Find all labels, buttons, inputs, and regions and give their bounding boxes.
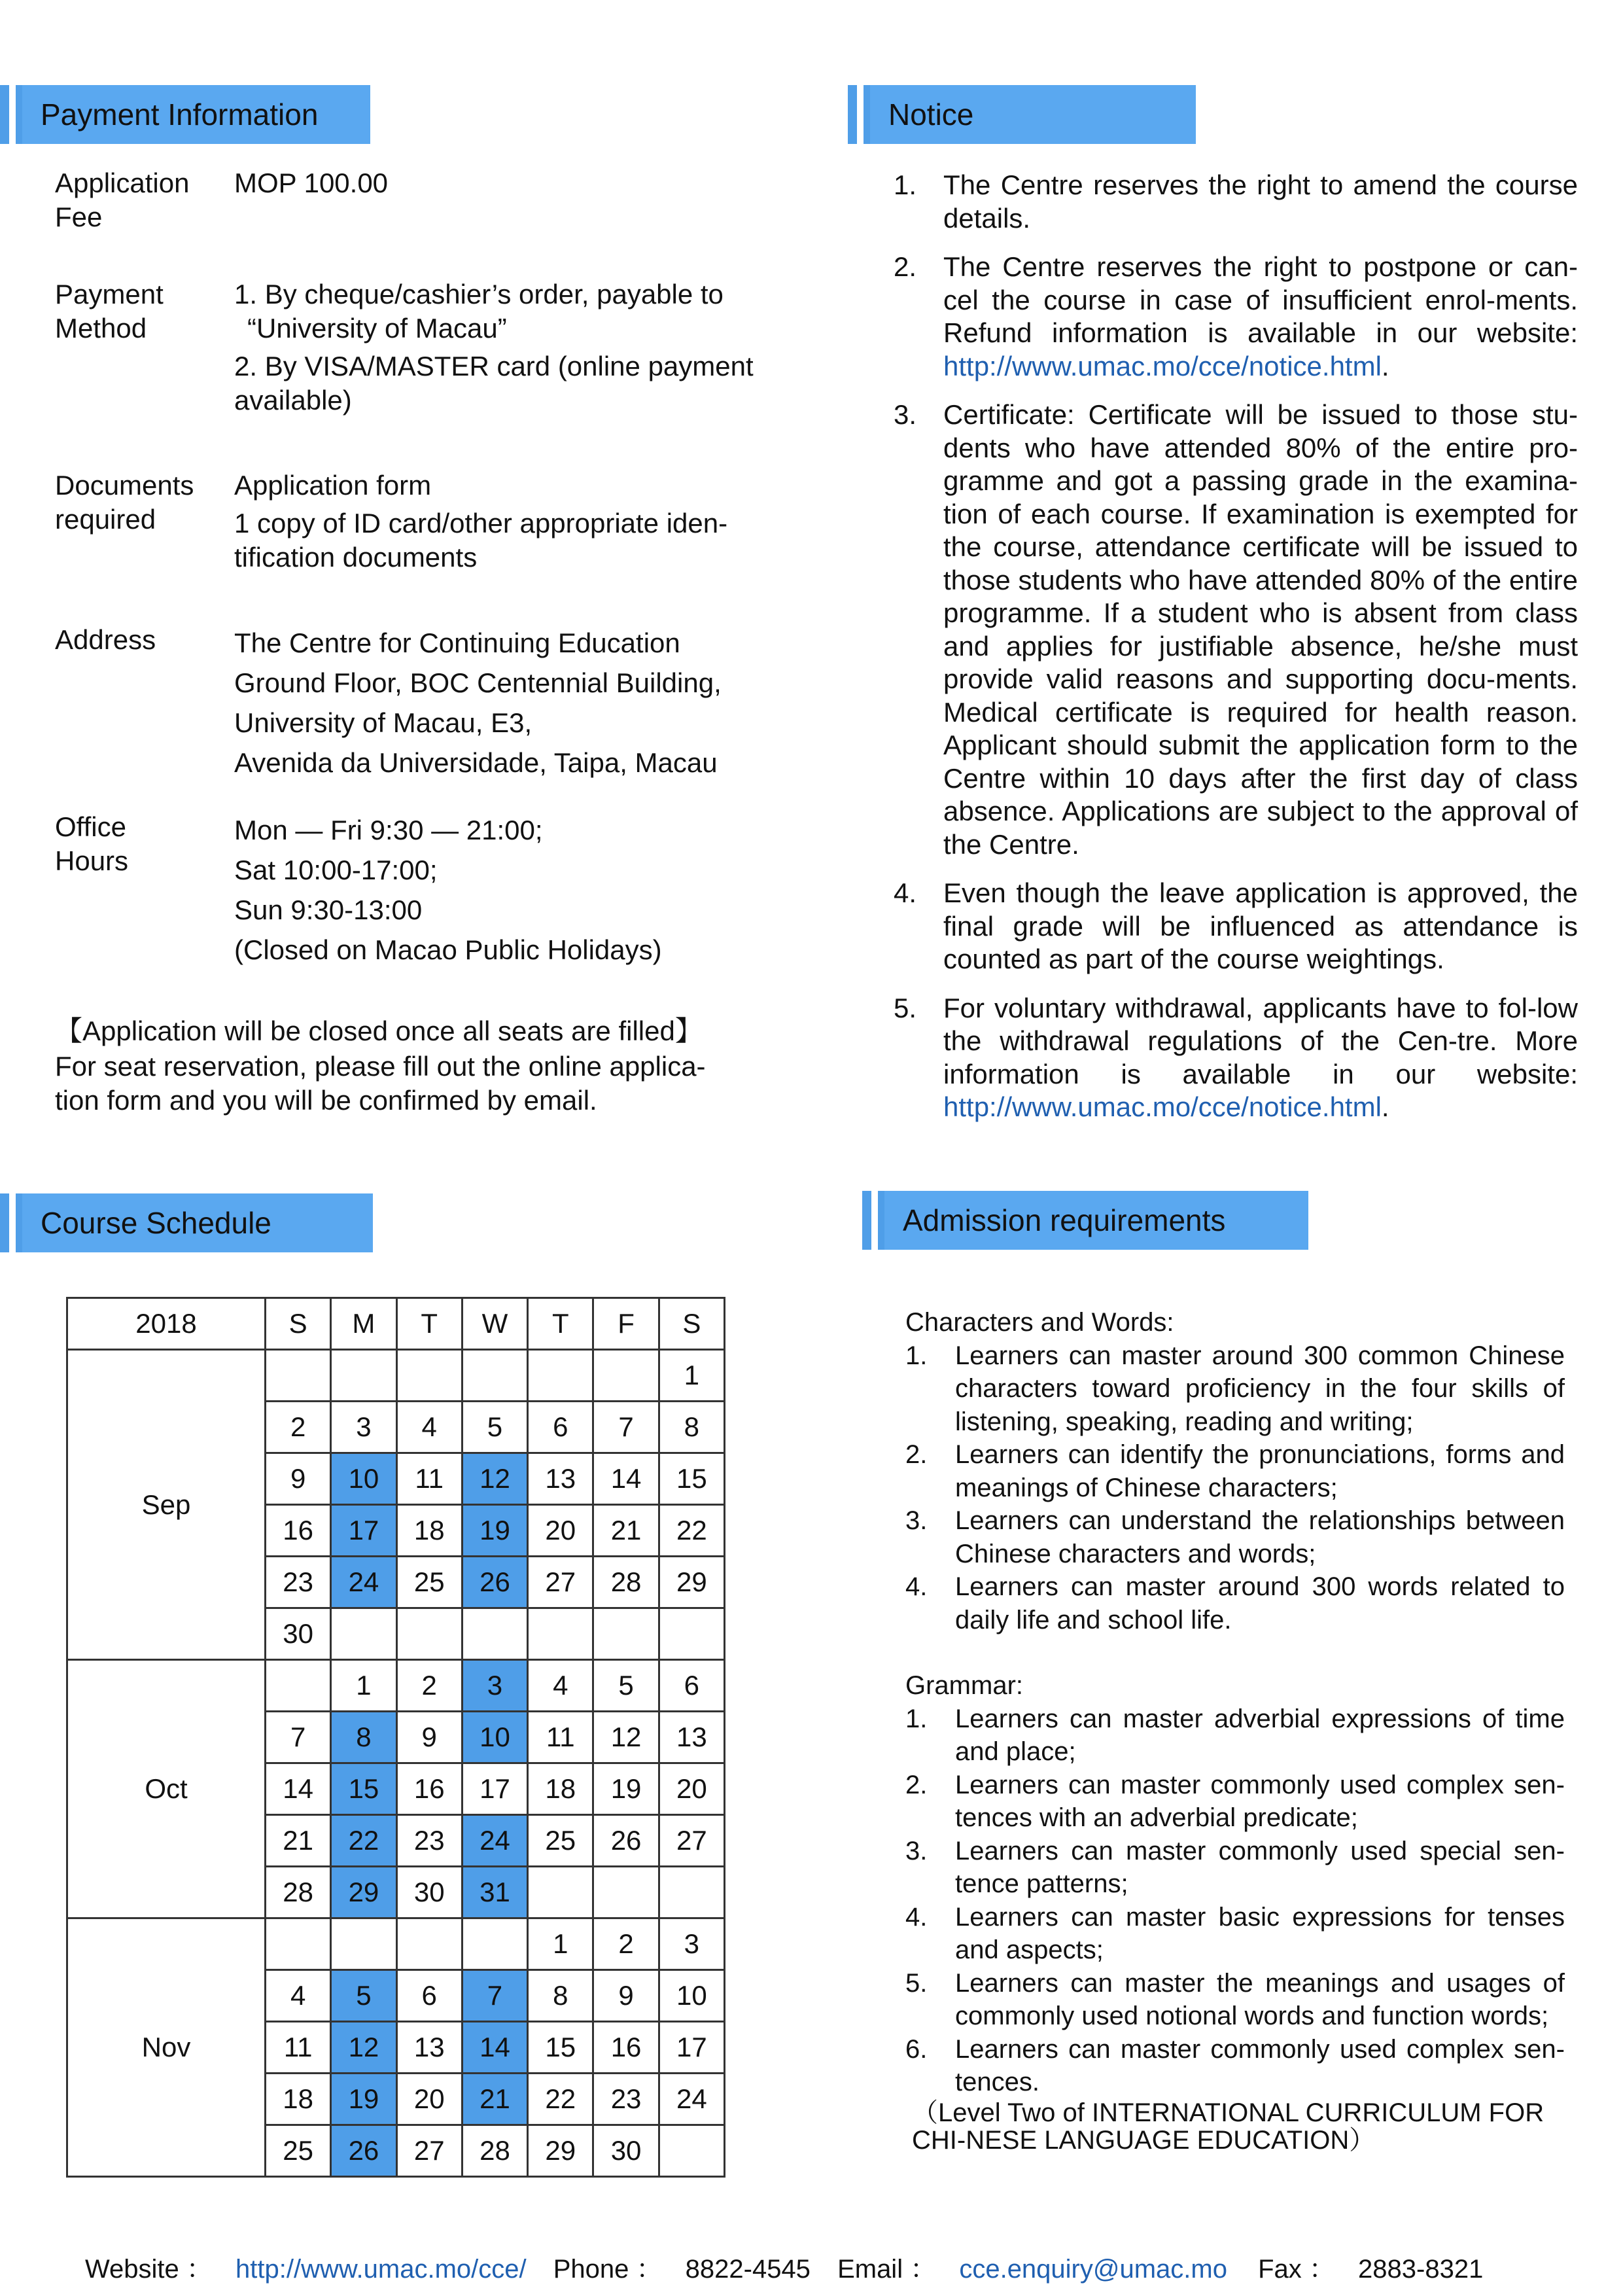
notice-item-text: The Centre reserves the right to postpone or can-cel the course in case of insufficient enrol-ments. Refund information is available in our website: (943, 251, 1578, 348)
calendar-day: 1 (331, 1660, 396, 1712)
value-line: Application form (234, 470, 432, 501)
calendar-day: 20 (396, 2074, 462, 2125)
payment-row-value (234, 623, 771, 783)
admission-item (905, 1835, 1565, 1901)
calendar-day: 1 (528, 1918, 593, 1970)
calendar-day (396, 1918, 462, 1970)
notice-item (894, 877, 1578, 976)
label-line: Method (55, 313, 147, 344)
website-link[interactable]: http://www.umac.mo/cce/ (236, 2255, 527, 2284)
calendar-day: 10 (331, 1453, 396, 1505)
calendar-day: 15 (659, 1453, 724, 1505)
calendar-day: 5 (462, 1402, 527, 1453)
fax-label: Fax ： (1258, 2255, 1335, 2284)
calendar-day: 16 (266, 1505, 331, 1557)
payment-row-value (234, 277, 771, 417)
admission-list (905, 1703, 1565, 2099)
calendar-day (462, 1608, 527, 1660)
admission-item-number: 5. (905, 1968, 928, 1998)
calendar-day (593, 1350, 659, 1402)
course-calendar (66, 1297, 725, 2178)
value-line: The Centre for Continuing Education (234, 627, 680, 658)
course-schedule-title: Course Schedule (22, 1193, 373, 1252)
curriculum-note: （Level Two of INTERNATIONAL CURRICULUM FOR CHI-NESE LANGUAGE EDUCATION） (912, 2098, 1544, 2155)
admission-item (905, 1967, 1565, 2033)
admission-item (905, 1339, 1565, 1439)
calendar-day: 21 (462, 2074, 527, 2125)
admission-item-text: Learners can understand the relationships between Chinese characters and words; (955, 1506, 1565, 1568)
notice-list (894, 169, 1578, 1140)
notice-item-number: 2. (894, 251, 917, 282)
calendar-day: 9 (266, 1453, 331, 1505)
calendar-day: 15 (528, 2022, 593, 2074)
calendar-day: 1 (659, 1350, 724, 1402)
calendar-week-row (67, 1350, 725, 1402)
header-accent-bar (0, 85, 9, 144)
payment-info-title: Payment Information (22, 85, 370, 144)
calendar-day: 24 (462, 1815, 527, 1867)
calendar-day (593, 1867, 659, 1918)
calendar-day: 11 (396, 1453, 462, 1505)
admission-item-text: Learners can master the meanings and usages of commonly used notional words and function words; (955, 1968, 1565, 2030)
payment-row-value (234, 810, 771, 970)
calendar-day: 27 (528, 1557, 593, 1608)
reservation-line: For seat reservation, please fill out the online applica- (55, 1051, 706, 1082)
calendar-day: 18 (528, 1763, 593, 1815)
calendar-day: 12 (331, 2022, 396, 2074)
notice-title: Notice (870, 85, 1196, 144)
calendar-day: 10 (659, 1970, 724, 2022)
calendar-day (266, 1350, 331, 1402)
admission-item-text: Learners can master basic expressions for tenses and aspects; (955, 1902, 1565, 1964)
notice-item-number: 3. (894, 399, 917, 430)
month-label: Nov (67, 1918, 266, 2177)
calendar-day (659, 1867, 724, 1918)
admission-item-number: 2. (905, 1770, 928, 1799)
email-label: Email ： (837, 2255, 937, 2284)
calendar-day (266, 1918, 331, 1970)
calendar-day: 28 (593, 1557, 659, 1608)
calendar-day: 27 (659, 1815, 724, 1867)
calendar-day: 14 (593, 1453, 659, 1505)
weekday-header: S (266, 1298, 331, 1350)
value-line: Avenida da Universidade, Taipa, Macau (234, 747, 718, 778)
calendar-day: 21 (266, 1815, 331, 1867)
value-line: available) (234, 385, 352, 415)
calendar-day (331, 1350, 396, 1402)
value-line: MOP 100.00 (234, 168, 389, 198)
calendar-day: 5 (593, 1660, 659, 1712)
calendar-week-row (67, 1660, 725, 1712)
calendar-day: 7 (266, 1712, 331, 1763)
weekday-header: T (396, 1298, 462, 1350)
calendar-day: 6 (528, 1402, 593, 1453)
notice-link[interactable]: http://www.umac.mo/cce/notice.html (943, 1091, 1382, 1122)
calendar-day: 16 (396, 1763, 462, 1815)
admission-item (905, 1703, 1565, 1769)
calendar-day: 9 (593, 1970, 659, 2022)
calendar-day: 22 (331, 1815, 396, 1867)
calendar-day: 19 (593, 1763, 659, 1815)
value-line: Sun 9:30-13:00 (234, 894, 423, 925)
label-line: Documents (55, 470, 194, 501)
admission-item-number: 4. (905, 1902, 928, 1932)
calendar-day: 16 (593, 2022, 659, 2074)
payment-row-label (55, 623, 218, 657)
value-line: 1. By cheque/cashier’s order, payable to (234, 279, 724, 309)
calendar-day: 6 (659, 1660, 724, 1712)
notice-item (894, 251, 1578, 383)
header-accent-bar (864, 85, 870, 144)
calendar-day: 9 (396, 1712, 462, 1763)
calendar-day: 3 (659, 1918, 724, 1970)
notice-item-text: Certificate: Certificate will be issued to those stu-dents who have attended 80% of the entire pro-gramme and got a passing grade in the examina-tion of each course. If examination is exempted for the course, attendance certificate will be issued to those students who have attended 80% of the entire programme. If a student who is absent from class and applies for justifiable absence, he/she must provide valid reasons and supporting docu-ments. Medical certificate is required for health reason. Applicant should submit the application form to the Centre within 10 days after the first day of class absence. Applications are subject to the approval of the Centre. (943, 399, 1578, 860)
calendar-day: 7 (462, 1970, 527, 2022)
phone-number: 8822-4545 (685, 2255, 811, 2284)
label-line: required (55, 504, 156, 535)
admission-item (905, 2033, 1565, 2099)
admission-item-number: 2. (905, 1440, 928, 1469)
calendar-week-row (67, 1918, 725, 1970)
payment-row-value (234, 166, 771, 200)
admission-item-text: Learners can master commonly used complex sen-tences. (955, 2034, 1565, 2096)
calendar-day (396, 1350, 462, 1402)
calendar-day: 27 (396, 2125, 462, 2177)
calendar-day (331, 1918, 396, 1970)
calendar-day (462, 1350, 527, 1402)
payment-row-label (55, 810, 218, 878)
website-label: Website ： (85, 2255, 213, 2284)
value-line: (Closed on Macao Public Holidays) (234, 934, 662, 965)
value-line: University of Macau, E3, (234, 707, 532, 738)
calendar-day: 4 (528, 1660, 593, 1712)
notice-item (894, 398, 1578, 861)
notice-item-text: Even though the leave application is approved, the final grade will be influenced as attendance is counted as part of the course weightings. (943, 877, 1578, 974)
calendar-day (331, 1608, 396, 1660)
calendar-day: 29 (528, 2125, 593, 2177)
calendar-day: 26 (331, 2125, 396, 2177)
calendar-day: 13 (528, 1453, 593, 1505)
calendar-day (593, 1608, 659, 1660)
calendar-day (462, 1918, 527, 1970)
admission-item (905, 1438, 1565, 1504)
admission-item (905, 1901, 1565, 1967)
admission-item-text: Learners can master around 300 words related to daily life and school life. (955, 1572, 1565, 1634)
admission-group-title: Grammar: (905, 1671, 1023, 1700)
month-label: Sep (67, 1350, 266, 1660)
calendar-day: 2 (593, 1918, 659, 1970)
phone-label: Phone ： (553, 2255, 663, 2284)
admission-item-text: Learners can master commonly used special sen-tence patterns; (955, 1836, 1565, 1898)
calendar-day: 14 (462, 2022, 527, 2074)
calendar-day: 2 (266, 1402, 331, 1453)
calendar-day: 15 (331, 1763, 396, 1815)
header-accent-bar (16, 85, 22, 144)
calendar-day (659, 1608, 724, 1660)
value-line: tification documents (234, 542, 478, 573)
admission-item-number: 6. (905, 2034, 928, 2064)
calendar-day: 22 (528, 2074, 593, 2125)
calendar-day: 20 (528, 1505, 593, 1557)
calendar-day: 26 (593, 1815, 659, 1867)
label-line: Address (55, 624, 156, 655)
calendar-day: 7 (593, 1402, 659, 1453)
calendar-day: 8 (331, 1712, 396, 1763)
notice-item-number: 4. (894, 877, 917, 908)
seat-reservation-text (55, 1050, 775, 1118)
weekday-header: F (593, 1298, 659, 1350)
calendar-day: 10 (462, 1712, 527, 1763)
weekday-header: M (331, 1298, 396, 1350)
calendar-day: 11 (266, 2022, 331, 2074)
calendar-day: 22 (659, 1505, 724, 1557)
calendar-day: 13 (396, 2022, 462, 2074)
calendar-day: 4 (396, 1402, 462, 1453)
admission-item (905, 1769, 1565, 1835)
notice-item-period: . (1381, 1091, 1389, 1122)
calendar-day: 12 (593, 1712, 659, 1763)
value-line: Mon — Fri 9:30 — 21:00; (234, 815, 543, 845)
calendar-day: 30 (396, 1867, 462, 1918)
calendar-day: 24 (659, 2074, 724, 2125)
calendar-day: 2 (396, 1660, 462, 1712)
notice-item (894, 992, 1578, 1124)
payment-row-label (55, 468, 218, 537)
calendar-day: 8 (659, 1402, 724, 1453)
calendar-day: 3 (331, 1402, 396, 1453)
calendar-day: 25 (396, 1557, 462, 1608)
weekday-header: S (659, 1298, 724, 1350)
header-accent-bar (862, 1191, 871, 1250)
application-closed-note: 【Application will be closed once all seats are filled】 (55, 1016, 703, 1046)
calendar-day: 30 (593, 2125, 659, 2177)
admission-item-number: 4. (905, 1572, 928, 1601)
month-label: Oct (67, 1660, 266, 1918)
notice-item-period: . (1381, 350, 1389, 381)
calendar-day (528, 1608, 593, 1660)
notice-item-text: The Centre reserves the right to amend the course details. (943, 169, 1578, 234)
admission-title: Admission requirements (884, 1191, 1308, 1250)
calendar-day: 6 (396, 1970, 462, 2022)
calendar-day (528, 1350, 593, 1402)
admission-group-title: Characters and Words: (905, 1308, 1174, 1337)
calendar-day: 19 (462, 1505, 527, 1557)
admission-item-number: 1. (905, 1704, 928, 1733)
calendar-header-row (67, 1298, 725, 1350)
calendar-day: 4 (266, 1970, 331, 2022)
calendar-day: 18 (396, 1505, 462, 1557)
value-line: Sat 10:00-17:00; (234, 855, 438, 885)
label-line: Office (55, 811, 126, 842)
calendar-day: 23 (593, 2074, 659, 2125)
calendar-day (659, 2125, 724, 2177)
payment-row-label (55, 166, 218, 234)
contact-footer (85, 2251, 1499, 2287)
calendar-day (266, 1660, 331, 1712)
payment-row-label (55, 277, 218, 345)
calendar-day: 17 (462, 1763, 527, 1815)
calendar-day: 28 (266, 1867, 331, 1918)
calendar-day: 3 (462, 1660, 527, 1712)
calendar-day: 20 (659, 1763, 724, 1815)
calendar-day: 23 (266, 1557, 331, 1608)
admission-item-text: Learners can master commonly used complex sen-tences with an adverbial predicate; (955, 1770, 1565, 1832)
header-accent-bar (16, 1193, 22, 1252)
calendar-day: 18 (266, 2074, 331, 2125)
admission-list (905, 1339, 1565, 1637)
admission-item-number: 1. (905, 1341, 928, 1370)
calendar-day: 8 (528, 1970, 593, 2022)
notice-item (894, 169, 1578, 235)
calendar-day: 19 (331, 2074, 396, 2125)
admission-requirements (905, 1306, 1565, 2154)
label-line: Fee (55, 202, 103, 232)
admission-item-text: Learners can master around 300 common Chinese characters toward proficiency in the four skills of listening, speaking, reading and writing; (955, 1341, 1565, 1436)
calendar-day: 12 (462, 1453, 527, 1505)
value-line: Ground Floor, BOC Centennial Building, (234, 667, 722, 698)
notice-link[interactable]: http://www.umac.mo/cce/notice.html (943, 350, 1382, 381)
label-line: Application (55, 168, 190, 198)
calendar-day: 17 (659, 2022, 724, 2074)
calendar-day: 21 (593, 1505, 659, 1557)
value-line: “University of Macau” (247, 313, 507, 344)
calendar-day: 25 (528, 1815, 593, 1867)
label-line: Hours (55, 845, 129, 876)
calendar-day: 28 (462, 2125, 527, 2177)
email-link[interactable]: cce.enquiry@umac.mo (959, 2255, 1227, 2284)
calendar-day: 13 (659, 1712, 724, 1763)
calendar-day: 31 (462, 1867, 527, 1918)
notice-item-number: 5. (894, 992, 917, 1023)
calendar-day (528, 1867, 593, 1918)
weekday-header: T (528, 1298, 593, 1350)
calendar-day: 23 (396, 1815, 462, 1867)
admission-item (905, 1504, 1565, 1570)
header-accent-bar (878, 1191, 884, 1250)
calendar-day: 29 (659, 1557, 724, 1608)
notice-item-number: 1. (894, 169, 917, 200)
calendar-year: 2018 (67, 1298, 266, 1350)
admission-item-number: 3. (905, 1836, 928, 1865)
calendar-day: 17 (331, 1505, 396, 1557)
header-accent-bar (848, 85, 857, 144)
reservation-line: tion form and you will be confirmed by email. (55, 1085, 597, 1116)
calendar-day (396, 1608, 462, 1660)
calendar-day: 26 (462, 1557, 527, 1608)
value-line: 2. By VISA/MASTER card (online payment (234, 351, 754, 381)
calendar-day: 24 (331, 1557, 396, 1608)
value-line: 1 copy of ID card/other appropriate iden- (234, 508, 728, 539)
weekday-header: W (462, 1298, 527, 1350)
calendar-day: 30 (266, 1608, 331, 1660)
calendar-day: 25 (266, 2125, 331, 2177)
calendar-day: 11 (528, 1712, 593, 1763)
calendar-day: 29 (331, 1867, 396, 1918)
admission-item-text: Learners can master adverbial expressions of time and place; (955, 1704, 1565, 1766)
label-line: Payment (55, 279, 164, 309)
notice-item-text: For voluntary withdrawal, applicants have to fol-low the withdrawal regulations of the Cen-tre. More information is available in our website: (943, 992, 1578, 1089)
header-accent-bar (0, 1193, 9, 1252)
fax-number: 2883-8321 (1358, 2255, 1484, 2284)
admission-item-text: Learners can identify the pronunciations, forms and meanings of Chinese characters; (955, 1440, 1565, 1502)
admission-item (905, 1570, 1565, 1636)
calendar-day: 5 (331, 1970, 396, 2022)
calendar-day: 14 (266, 1763, 331, 1815)
payment-row-value (234, 468, 771, 574)
admission-item-number: 3. (905, 1506, 928, 1535)
